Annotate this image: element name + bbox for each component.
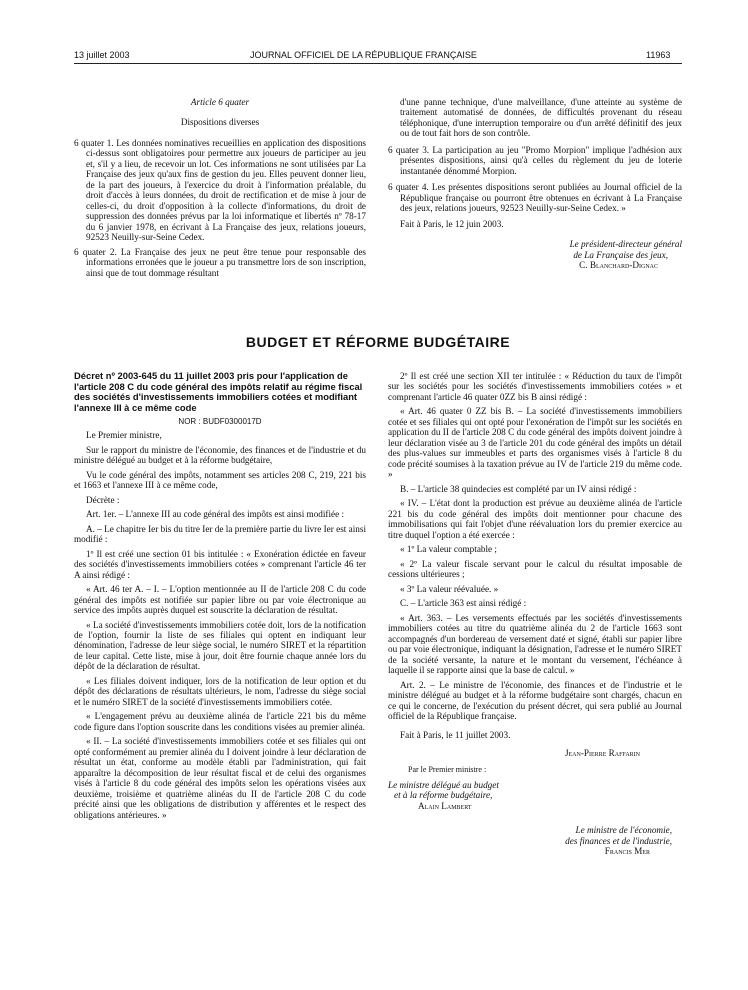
article-heading: Article 6 quater <box>190 97 250 107</box>
delegate-title: et à la réforme budgétaire, <box>394 790 493 801</box>
minister-title: des finances et de l'industrie, <box>565 835 672 846</box>
minister-title: Le ministre de l'économie, <box>575 825 672 836</box>
paragraph: 6 quater 3. La participation au jeu "Promo Morpion" implique l'adhésion aux présentes dispositions, ainsi qu'à celles du règlement du jeu de loterie instantanée dénommé Morpion. <box>388 144 682 176</box>
decree-title: Décret nº 2003-645 du 11 juillet 2003 pris pour l'application de l'article 208 C du code général des impôts relatif au régime fiscal des sociétés d'investissements immobiliers cotées et modifiant l'annexe III à ce même code <box>74 370 363 413</box>
paragraph: « La société d'investissements immobiliers cotée doit, lors de la notification de l'option, fournir la liste de ses filiales qui optent en indiquant leur dénomination, l'adresse de leur siège social, le numéro SIRET et la répartition de leur capital. Cette liste, mise à jour, doit être fournie chaque année lors du dépôt de la déclaration de résultat. <box>74 619 366 672</box>
paragraph: « II. – La société d'investissements immobiliers cotée et ses filiales qui ont opté conformément au premier alinéa du I doivent joindre à leur déclaration de résultat un état, conforme au modèle établi par l'administration, qui fait apparaître la décomposition de leur résultat fiscal et de celui des organismes visés à l'article 8 du code général des impôts selon les opérations visées aux deuxième, troisième et quatrième alinéas du II de l'article 208 C du code précité ainsi que les obligations de distribution y afférentes et le respect des obligations antérieures. » <box>74 736 366 820</box>
header-journal-title: JOURNAL OFFICIEL DE LA RÉPUBLIQUE FRANÇAISE <box>250 50 477 60</box>
paragraph: B. – L'article 38 quindecies est complété par un IV ainsi rédigé : <box>400 483 637 494</box>
paragraph: 2º Il est créé une section XII ter intitulée : « Réduction du taux de l'impôt sur les sociétés pour les sociétés d'investissements immobiliers cotées » et comprenant l'article 46 quater 0ZZ bis B ainsi rédigé : <box>388 371 682 402</box>
signatory-name: C. Blanchard-Dignac <box>579 260 658 271</box>
paragraph: 6 quater 1. Les données nominatives recueillies en application des dispositions ci-dessus sont obligatoires pour permettre aux joueurs de participer au jeu et, s'il y a lieu, de recevoir un lot. Ces informations ne sont utilisées par La Française des jeux qu'aux fins de gestion du jeu. Elles peuvent donner lieu, de la part des joueurs, à l'exercice du droit à l'information préalable, du droit d'accès à leurs données, du droit de rectification et de mise à jour de celles-ci, du droit d'opposition à la collecte d'informations, du droit de suppression des données prévus par la loi informatique et libertés nº 78-17 du 6 janvier 1978, en écrivant à La Française des jeux, relations joueurs, 92523 Neuilly-sur-Seine Cedex. <box>74 137 366 243</box>
paragraph: « Les filiales doivent indiquer, lors de la notification de leur option et du dépôt des déclarations de résultats ultérieurs, le nom, l'adresse du siège social et le numéro SIRET de la société d'investissements immobiliers cotée. <box>74 675 366 707</box>
header-page-number: 11963 <box>646 50 671 60</box>
top-left-column <box>74 97 366 282</box>
by-prime-minister: Par le Premier ministre : <box>408 764 487 774</box>
paragraph: A. – Le chapitre Ier bis du titre Ier de la première partie du livre Ier est ainsi modifié : <box>74 523 366 545</box>
paragraph: Art. 1er. – L'annexe III au code général des impôts est ainsi modifiée : <box>86 509 345 520</box>
paragraph: Sur le rapport du ministre de l'économie, des finances et de l'industrie et du ministre délégué au budget et à la réforme budgétaire, <box>74 444 366 466</box>
paragraph: C. – L'article 363 est ainsi rédigé : <box>400 598 527 609</box>
top-right-column <box>388 97 682 271</box>
paragraph: « L'engagement prévu au deuxième alinéa de l'article 221 bis du même code figure dans l'option souscrite dans les conditions visées au premier alinéa. <box>74 711 366 732</box>
paragraph: 6 quater 2. La Française des jeux ne peut être tenue pour responsable des informations erronées que le joueur a pu transmettre lors de son inscription, ainsi que de tout dommage résultant <box>74 246 366 278</box>
paragraph: Art. 2. – Le ministre de l'économie, des finances et de l'industrie et le ministre délégué au budget et à la réforme budgétaire sont chargés, chacun en ce qui le concerne, de l'exécution du présent décret, qui sera publié au Journal officiel de la République française. <box>388 679 682 722</box>
paragraph: « IV. – L'état dont la production est prévue au deuxième alinéa de l'article 221 bis du code général des impôts doit mentionner pour chacune des immobilisations qui fait l'objet d'une réévaluation lors du premier exercice au titre duquel l'option a été exercée : <box>388 498 682 540</box>
delegate-name: Alain Lambert <box>418 800 472 811</box>
nor-reference: NOR : BUDF0300017D <box>178 417 262 427</box>
date-line: Fait à Paris, le 11 juillet 2003. <box>400 729 511 740</box>
paragraph: Décrète : <box>86 494 120 505</box>
signatory-title: Le président-directeur général <box>569 239 682 250</box>
paragraph: Vu le code général des impôts, notamment ses articles 208 C, 219, 221 bis et 1663 et l'annexe III à ce même code, <box>74 469 366 491</box>
paragraph: « 2º La valeur fiscale servant pour le calcul du résultat imposable de cessions ultérieures ; <box>388 558 682 580</box>
decree-left-paragraphs <box>74 430 366 820</box>
paragraph: « 1º La valeur comptable ; <box>400 544 497 555</box>
decree-right-column <box>388 371 682 857</box>
minister-name: Francis Mer <box>604 846 650 857</box>
decree-right-paragraphs <box>388 371 682 722</box>
delegate-title: Le ministre délégué au budget <box>388 779 499 790</box>
signatory-title: de La Française des jeux, <box>573 249 668 260</box>
header-rule <box>74 63 682 64</box>
section-title: BUDGET ET RÉFORME BUDGÉTAIRE <box>245 334 511 350</box>
paragraph: « Art. 363. – Les versements effectués par les sociétés d'investissements immobiliers cotées au titre du quatrième alinéa du 2 de l'article 1663 sont accompagnés d'un bordereau de versement daté et signé, établi sur papier libre ou par voie électronique, indiquant la désignation, l'adresse et le numéro SIRET de la société versante, la nature et le montant du versement, l'échéance à laquelle il se rapporte ainsi que la base de calcul. » <box>388 612 682 676</box>
header-date: 13 juillet 2003 <box>74 50 130 60</box>
date-line: Fait à Paris, le 12 juin 2003. <box>400 218 504 229</box>
paragraph: Le Premier ministre, <box>86 430 162 441</box>
paragraph: « Art. 46 quater 0 ZZ bis B. – La société d'investissements immobiliers cotée et ses filiales qui ont opté pour l'exonération de l'impôt sur les sociétés en application du II de l'article 208 C du code général des impôts doivent joindre à leur déclaration visée au 3 de l'article 201 du code général des impôts un détail des plus-values sur immeubles et parts des organismes visés à l'article 8 du code précité soumises à la taxation prévue au IV de l'article 219 du même code. » <box>388 406 682 480</box>
paragraph: « 3º La valeur réévaluée. » <box>400 583 499 594</box>
prime-minister-name: Jean-Pierre Raffarin <box>564 748 640 759</box>
decree-left-column <box>74 371 366 824</box>
article-subheading: Dispositions diverses <box>180 117 260 128</box>
paragraph: « Art. 46 ter A. – I. – L'option mentionnée au II de l'article 208 C du code général des impôts est notifiée sur papier libre ou par voie électronique au service des impôts auprès duquel est souscrite la déclaration de résultat. <box>74 584 366 616</box>
paragraph: 1º Il est créé une section 01 bis intitulée : « Exonération édictée en faveur des sociétés d'investissements immobiliers cotées » comprenant l'article 46 ter A ainsi rédigé : <box>74 548 366 580</box>
paragraph: d'une panne technique, d'une malveillance, d'une atteinte au système de traitement automatisé de données, de difficultés provenant du réseau téléphonique, d'une interruption temporaire ou d'un arrêté définitif des jeux ou de tout fait hors de son contrôle. <box>400 97 682 139</box>
paragraph: 6 quater 4. Les présentes dispositions seront publiées au Journal officiel de la République française ou pourront être obtenues en écrivant à La Française des jeux, relations joueurs, 92523 Neuilly-sur-Seine Cedex. » <box>388 182 682 214</box>
